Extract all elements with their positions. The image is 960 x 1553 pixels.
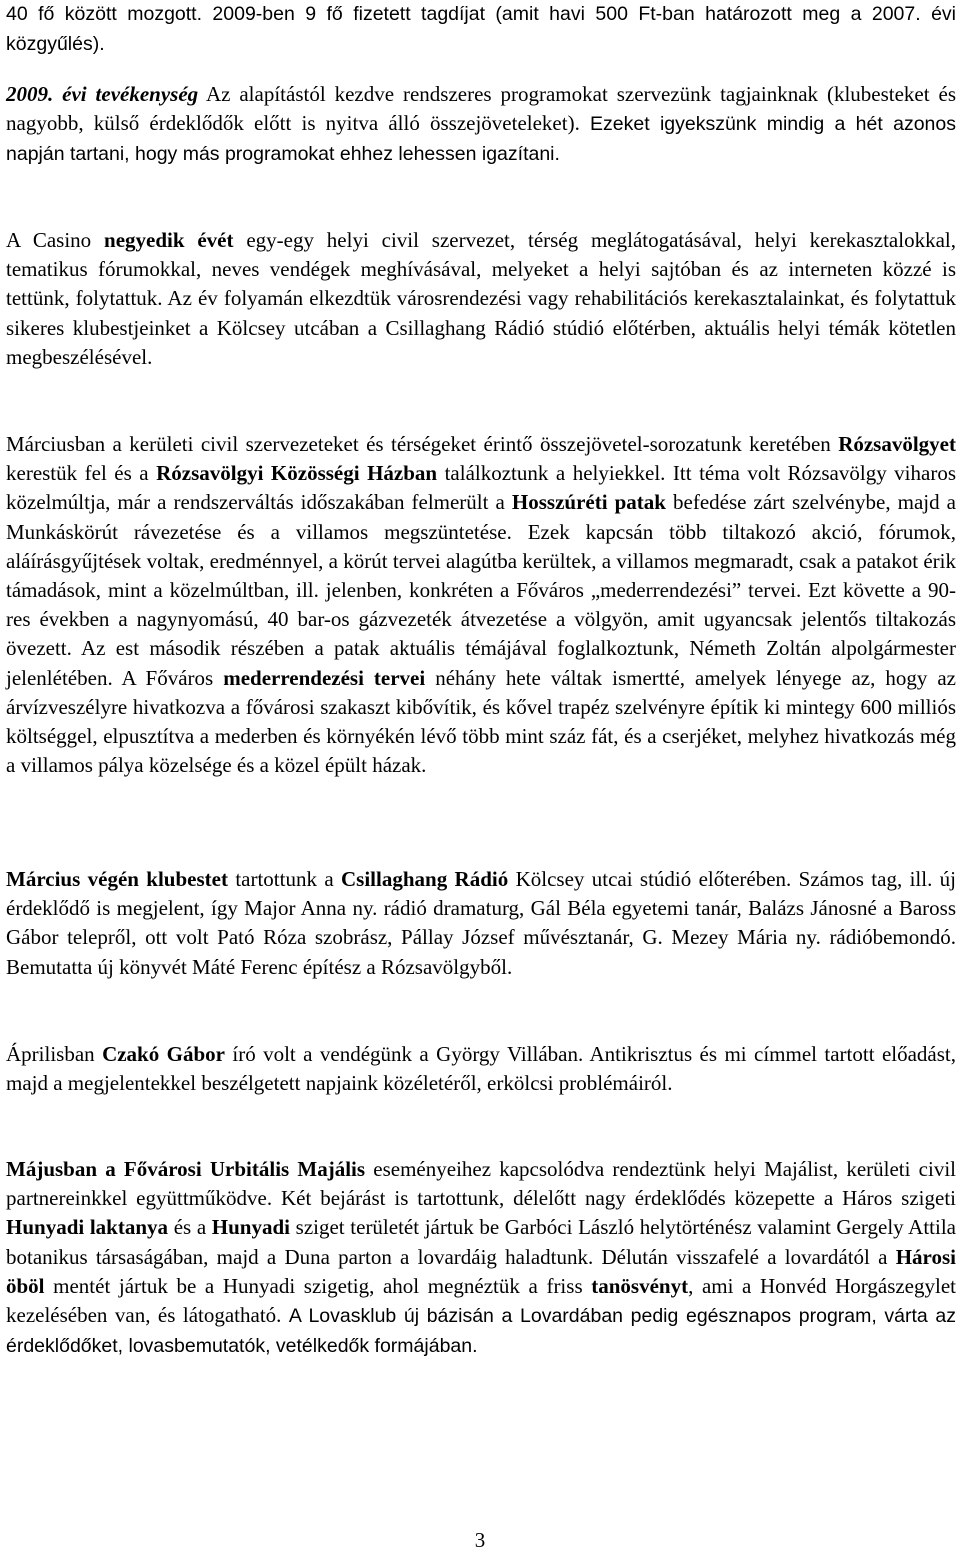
text-segment: találkoztunk a helyiekkel. Itt téma volt Rózsavölgy viharos közelmúltja, már a rendszerváltás időszakában felmerült a (6, 461, 957, 515)
text-segment: egy-egy helyi civil szervezet, térség meglátogatásával, helyi kerekasztalokkal, tematikus fórumokkal, neves vendégek meghívásával, melyeket a helyi sajtóban és az interneten közzé is tettünk, folytattuk. Az év folyamán elkezdtük városrendezési vagy rehabilitációs kerekasztalainkat, és folytattuk sikeres klubestjeinket a Kölcsey utcában a Csillaghang Rádió stúdió előtérben, aktuális helyi témák kötetlen megbeszélésével. (6, 228, 956, 369)
text-segment: A Casino (6, 228, 105, 252)
text-segment: , ami a Honvéd Horgászegylet kezelésében van, és látogatható. (6, 1273, 956, 1328)
text-segment: író volt a vendégünk a György Villában. Antikrisztus és mi címmel tartott előadást, majd a megjelentekkel beszélgetett napjaink közéletéről, erkölcsi problémáiról. (6, 1042, 956, 1096)
page-number: 3 (474, 1528, 486, 1552)
text-segment: Az alapítástól kezdve rendszeres programokat szervezünk tagjainknak (klubesteket és nagyobb, külső érdeklődők előtt is nyitva álló összejöveteleket). (6, 82, 956, 136)
text-segment: Áprilisban (6, 1042, 103, 1066)
text-segment: néhány hete váltak ismertté, amelyek lényege az, hogy az árvízveszélyre hivatkozva a fővárosi szakaszt kibővítik, és kővel trapéz szelvényre építik ki mintegy 600 milliós költséggel, elpusztítva a mederben és környékén lévő több mint száz fát, és a cserjéket, melyhez hivatkozás még a villamos pálya közelsége és a közel épült házak. (6, 665, 956, 778)
text-segment: 40 fő között mozgott. 2009-ben 9 fő fizetett tagdíjat (amit havi 500 Ft-ban határozott meg a 2007. évi közgyűlés). (6, 3, 956, 56)
text-segment: 2009. évi tevékenység (6, 82, 199, 106)
text-segment: sziget területét jártuk be Garbóci László helytörténész valamint Gergely Attila botanikus társaságában, majd a Duna parton a lovardáig haladtunk. Délután visszafelé a lovardától a (6, 1215, 956, 1269)
paragraph-casino-fourth-year (6, 226, 956, 372)
text-segment: Hunyadi (211, 1215, 291, 1240)
paragraph-march-club-evening (6, 865, 956, 982)
text-segment: A Lovasklub új bázisán a Lovardában pedig egésznapos program, várta az érdeklődőket, lovasbemutatók, vetélkedők formájában. (6, 1305, 956, 1358)
text-segment: befedése zárt szelvénybe, majd a Munkáskörút rávezetése és a villamos megszüntetése. Ezek kapcsán több tiltakozó akció, fórumok, aláírásgyűjtések voltak, eredménnyel, a körút tervei alagútba kerültek, a villamos megmaradt, csak a patakot érik támadások, mint a közelmúltban, ill. jelenben, konkréten a Főváros „mederrendezési” tervei. Ezt követte a 90-res években a nagynyomású, 40 bar-os gázvezeték átvezetése a völgyön, amit ugyancsak jelentős tiltakozás övezett. Az est második részében a patak aktuális témájával foglalkoztunk, Németh Zoltán alpolgármester jelenlétében. A Főváros (6, 490, 956, 690)
text-segment: kerestük fel és a (6, 461, 157, 486)
text-segment: mentét jártuk be a Hunyadi szigetig, ahol megnéztük a friss (44, 1273, 592, 1298)
text-segment: Ezeket igyekszünk mindig a hét azonos napján tartani, hogy más programokat ehhez lehessen igazítani. (6, 113, 956, 166)
text-segment: eseményeihez kapcsolódva rendeztünk helyi Majálist, kerületi civil partnereinkkel együttműködve. Két bejárást is tartottunk, délelőtt nagy érdeklődés közepette a Háros szigeti (6, 1157, 956, 1211)
text-segment: negyedik évét (104, 228, 234, 252)
text-segment: Csillaghang Rádió (341, 867, 509, 891)
paragraph-march-rozsavolgy (6, 430, 956, 780)
text-segment: Márciusban a kerületi civil szervezeteket és térségeket érintő összejövetel-sorozatunk keretében (6, 432, 839, 456)
text-segment: Rózsavölgyet (838, 432, 956, 456)
text-segment: és a (168, 1215, 212, 1240)
text-segment: Hárosi öböl (6, 1244, 956, 1298)
paragraph-activities-intro (6, 80, 956, 170)
text-segment: Hosszúréti patak (511, 490, 666, 515)
text-segment: Rózsavölgyi Közösségi Házban (156, 461, 438, 486)
text-segment: mederrendezési tervei (223, 665, 426, 690)
paragraph-april-czako (6, 1040, 956, 1098)
text-segment: tartottunk a (227, 867, 341, 891)
text-segment: Májusban a Fővárosi Urbitális Majális (6, 1157, 366, 1181)
text-segment: Március végén klubestet (6, 867, 228, 891)
text-segment: Hunyadi laktanya (6, 1215, 169, 1240)
paragraph-membership (6, 0, 956, 59)
text-segment: Kölcsey utcai stúdió előterében. Számos tag, ill. új érdeklődő is megjelent, így Major Anna ny. rádió dramaturg, Gál Béla egyetemi tanár, Balázs Jánosné a Baross Gábor telepről, ott volt Pató Róza szobrász, Pállay József művésztanár, G. Mezey Mária ny. rádióbemondó. Bemutatta új könyvét Máté Ferenc építész a Rózsavölgyből. (6, 867, 957, 979)
text-segment: Czakó Gábor (102, 1042, 225, 1066)
paragraph-may-majalis (6, 1155, 956, 1361)
text-segment: tanösvényt (591, 1273, 689, 1298)
